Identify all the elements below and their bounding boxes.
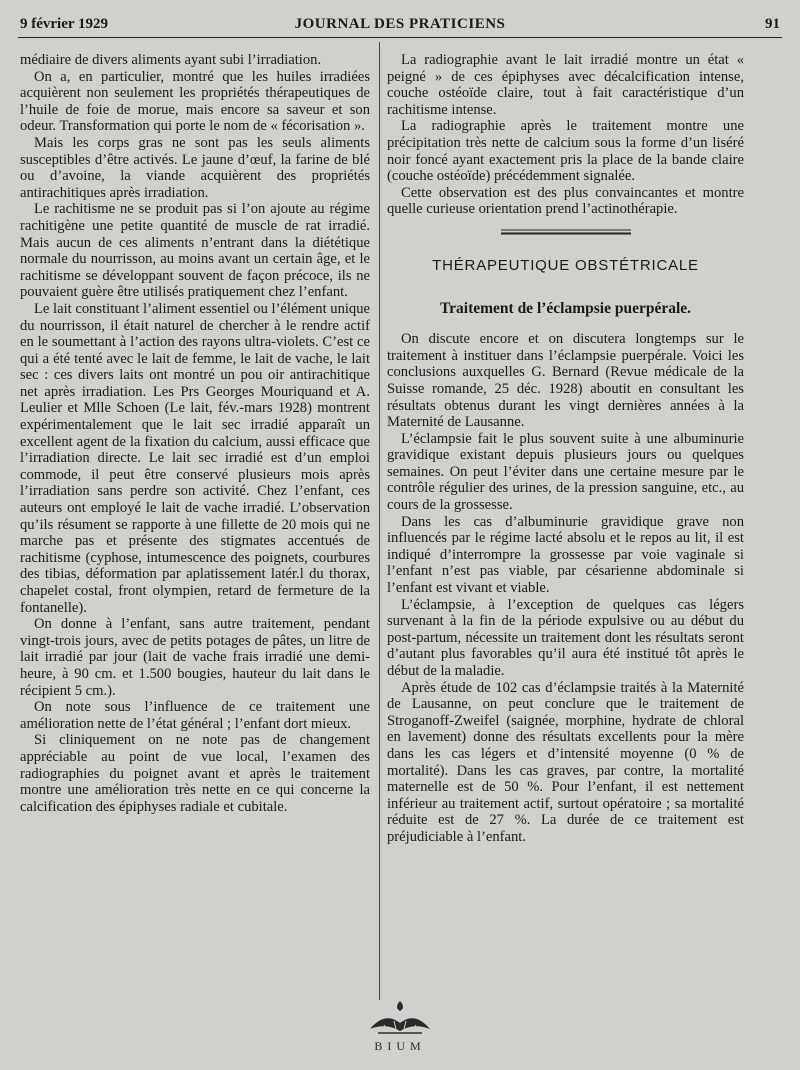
section-divider-ornament [501,228,631,236]
paragraph: On discute encore et on discutera longtemps sur le traitement à instituer dans l’éclampsie puerpérale. Voici les conclusions auxquelles G. Bernard (Revue médicale de la Suisse romande, 25 déc. 1928) aboutit en consultant les résultats obtenus durant les vingt dernières années à la Maternité de Lausanne. [387,331,744,431]
journal-title: JOURNAL DES PRATICIENS [294,16,506,32]
paragraph: La radiographie après le traitement montre une précipitation très nette de calcium sous la forme d’un liséré noir foncé ayant exactement pris la place de la bande claire (couche ostéoïde) précédemment signalée. [387,118,744,185]
paragraph: Cette observation est des plus convaincantes et montre quelle curieuse orientation prend l’actinothérapie. [387,184,744,218]
issue-date: 9 février 1929 [20,16,109,32]
column-divider [379,42,380,1000]
paragraph: On a, en particulier, montré que les huiles irradiées acquièrent non seulement les propriétés thérapeutiques de l’huile de foie de morue, mais encore sa saveur et son odeur. Transformation qui porte le nom de « fécorisation ». [20,68,370,135]
paragraph: Après étude de 102 cas d’éclampsie traités à la Maternité de Lausanne, on peut conclure que le traitement de Stroganoff-Zweifel (saignée, morphine, hydrate de chloral en lavement) donne des résultats excellents pour la mère dans les cas légers et d’intensité moyenne (0 % de mortalité). Dans les cas graves, par contre, la mortalité maternelle est de 50 %. Pour l’enfant, il est nettement inférieur au traitement actif, surtout opératoire ; sa mortalité réduite est de 27 %. La durée de ce traitement est préjudiciable à l’enfant. [387,679,744,845]
paragraph: Si cliniquement on ne note pas de changement appréciable au point de vue local, l’examen des radiographies du poignet avant et après le traitement montre une amélioration très nette en ce qui concerne la calcification des épiphyses radiale et cubitale. [20,732,370,815]
left-column [20,52,370,815]
bium-logo [350,995,450,1055]
paragraph: médiaire de divers aliments ayant subi l’irradiation. [20,52,322,68]
section-title: THÉRAPEUTIQUE OBSTÉTRICALE [432,256,699,274]
article-title: Traitement de l’éclampsie puerpérale. [439,299,692,317]
right-column [387,52,744,846]
paragraph: L’éclampsie, à l’exception de quelques cas légers survenant à la fin de la période expulsive ou au début du post-partum, nécessite un traitement dont les résultats seront d’autant plus favorables qu’il aura été institué tôt après le début de la maladie. [387,596,744,679]
page-number: 91 [765,16,780,32]
paragraph: L’éclampsie fait le plus souvent suite à une albuminurie gravidique existant depuis plusieurs jours ou quelques semaines. On peut l’éviter dans une certaine mesure par le contrôle régulier des urines, de la pression sanguine, etc., au cours de la grossesse. [387,430,744,514]
logo-text: BIUM [374,1039,426,1053]
paragraph: On note sous l’influence de ce traitement une amélioration nette de l’état général ; l’enfant dort mieux. [20,699,370,732]
paragraph: La radiographie avant le lait irradié montre un état « peigné » de ces épiphyses avec décalcification intense, couche ostéoïde claire, tout à fait caractéristique d’un rachitisme intense. [387,52,744,118]
paragraph: Dans les cas d’albuminurie gravidique grave non influencés par le régime lacté absolu et le repos au lit, il est indiqué d’interrompre la grossesse par voie vaginale si l’enfant n’est pas viable, par césarienne abdominale si l’enfant est vivant et viable. [387,513,744,597]
paragraph: On donne à l’enfant, sans autre traitement, pendant vingt-trois jours, avec de petits potages de pâtes, un litre de lait irradié par jour (lait de vache frais irradié une demi-heure, à 90 cm. et 1.500 bougies, hauteur du lait dans le récipient 5 cm.). [20,616,370,699]
header-rule [18,37,782,38]
paragraph: Le rachitisme ne se produit pas si l’on ajoute au régime rachitigène une petite quantité de muscle de rat irradié. Mais aucun de ces aliments n’entrant dans la diététique normale du nourrisson, au moins avant un certain âge, et le rachitisme se développant souvent de façon précoce, ils ne pouvaient guère être utilisés pratiquement chez l’enfant. [20,201,370,301]
paragraph: Mais les corps gras ne sont pas les seuls aliments susceptibles d’être activés. Le jaune d’œuf, la farine de blé ou d’avoine, la viande acquièrent des propriétés antirachitiques après irradiation. [20,134,370,201]
paragraph: Le lait constituant l’aliment essentiel ou l’élément unique du nourrisson, il était naturel de chercher à le rendre actif en le soumettant à l’action des rayons ultra-violets. C’est ce qui a été tenté avec le lait de femme, le lait de vache, le lait sec : ces divers laits ont montré un pou oir antirachitique net après irradiation. Les Prs Georges Mouriquand et A. Leulier et Mlle Schoen (Le lait, fév.-mars 1928) montrent expérimentalement que le lait sec irradié apparaît un excellent agent de la fixation du calcium, aussi efficace que l’irradiation directe. Le lait sec irradié est d’un emploi commode, il peut être conservé plusieurs mois après l’irradiation sans perdre son activité. Chez l’enfant, ces auteurs ont employé le lait de vache irradié. L’observation qu’ils résument se rapporte à une fillette de 20 mois qui ne marche pas et présente des stigmates accentués de rachitisme (cyphose, intumescence des poignets, courbures des tibias, déformation par aplatissement latér.l du thorax, chapelet costal, front olympien, retard de fermeture de la fontanelle). [20,300,370,616]
page-header [20,14,780,36]
